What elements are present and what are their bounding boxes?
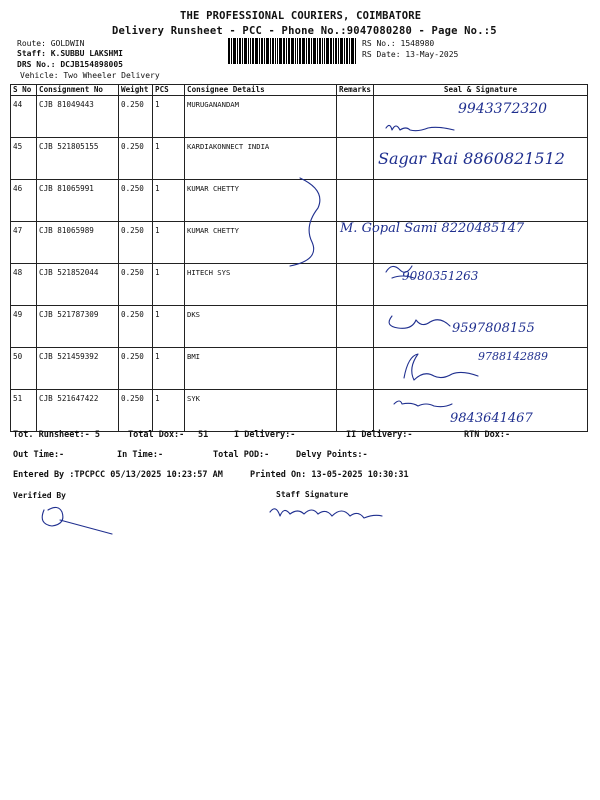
cell-seal xyxy=(374,390,588,432)
cell-seal xyxy=(374,96,588,138)
cell-consignment: CJB 521459392 xyxy=(37,348,119,390)
cell-consignment: CJB 521852044 xyxy=(37,264,119,306)
cell-pcs: 1 xyxy=(153,306,185,348)
cell-pcs: 1 xyxy=(153,96,185,138)
cell-seal xyxy=(374,348,588,390)
cell-seal xyxy=(374,222,588,264)
cell-consignee: DKS xyxy=(185,306,337,348)
cell-weight: 0.250 xyxy=(119,96,153,138)
col-header-remarks: Remarks xyxy=(337,85,374,96)
cell-consignee: MURUGANANDAM xyxy=(185,96,337,138)
route-label: Route: GOLDWIN xyxy=(17,39,85,48)
col-header-pcs: PCS xyxy=(153,85,185,96)
col-header-consignee: Consignee Details xyxy=(185,85,337,96)
i-delivery-label: I Delivery:- xyxy=(234,430,296,440)
cell-consignment: CJB 521787309 xyxy=(37,306,119,348)
vehicle-label: Vehicle: Two Wheeler Delivery xyxy=(20,71,160,80)
cell-weight: 0.250 xyxy=(119,222,153,264)
cell-sno: 49 xyxy=(11,306,37,348)
cell-sno: 50 xyxy=(11,348,37,390)
drs-number: DRS No.: DCJB154898005 xyxy=(17,60,123,69)
rtn-dox-label: RTN Dox:- xyxy=(464,430,511,440)
cell-seal xyxy=(374,306,588,348)
table-row xyxy=(11,390,588,432)
runsheet-table xyxy=(10,84,588,432)
cell-consignment: CJB 81065989 xyxy=(37,222,119,264)
table-row xyxy=(11,348,588,390)
cell-remarks xyxy=(337,306,374,348)
cell-consignee: SYK xyxy=(185,390,337,432)
cell-weight: 0.250 xyxy=(119,390,153,432)
cell-remarks xyxy=(337,180,374,222)
cell-seal xyxy=(374,138,588,180)
tot-runsheet: Tot. Runsheet:- 5 xyxy=(13,430,100,440)
barcode-image xyxy=(228,38,356,64)
delvy-points-label: Delvy Points:- xyxy=(296,450,368,460)
cell-consignment: CJB 81049443 xyxy=(37,96,119,138)
total-dox-value: 51 xyxy=(198,430,209,440)
rs-number: RS No.: 1548980 xyxy=(362,39,435,48)
handwritten-phone-48: 9080351263 xyxy=(402,269,479,283)
cell-consignee: KUMAR CHETTY xyxy=(185,222,337,264)
col-header-seal: Seal & Signature xyxy=(374,85,588,96)
cell-consignee: BMI xyxy=(185,348,337,390)
cell-sno: 47 xyxy=(11,222,37,264)
cell-sno: 45 xyxy=(11,138,37,180)
cell-consignment: CJB 521647422 xyxy=(37,390,119,432)
cell-consignee: KARDIAKONNECT INDIA xyxy=(185,138,337,180)
cell-pcs: 1 xyxy=(153,348,185,390)
company-title: THE PROFESSIONAL COURIERS, COIMBATORE xyxy=(180,10,422,22)
total-dox-label: Total Dox:- xyxy=(128,430,185,440)
cell-pcs: 1 xyxy=(153,138,185,180)
cell-weight: 0.250 xyxy=(119,180,153,222)
table-header-row xyxy=(11,85,588,96)
ii-delivery-label: II Delivery:- xyxy=(346,430,413,440)
cell-remarks xyxy=(337,222,374,264)
cell-weight: 0.250 xyxy=(119,138,153,180)
in-time-label: In Time:- xyxy=(117,450,164,460)
verified-by-label: Verified By xyxy=(13,491,66,500)
cell-sno: 44 xyxy=(11,96,37,138)
cell-remarks xyxy=(337,96,374,138)
cell-consignee: HITECH SYS xyxy=(185,264,337,306)
table-row xyxy=(11,180,588,222)
cell-pcs: 1 xyxy=(153,390,185,432)
cell-consignment: CJB 81065991 xyxy=(37,180,119,222)
col-header-weight: Weight xyxy=(119,85,153,96)
table-row xyxy=(11,138,588,180)
cell-consignee: KUMAR CHETTY xyxy=(185,180,337,222)
handwritten-name-45: Sagar Rai 8860821512 xyxy=(378,149,565,168)
staff-signature-label: Staff Signature xyxy=(276,490,349,499)
cell-sno: 51 xyxy=(11,390,37,432)
cell-weight: 0.250 xyxy=(119,306,153,348)
col-header-consignment: Consignment No xyxy=(37,85,119,96)
handwritten-name-47: M. Gopal Sami 8220485147 xyxy=(340,221,525,236)
verified-signature xyxy=(42,507,112,534)
table-row xyxy=(11,96,588,138)
printed-on: Printed On: 13-05-2025 10:30:31 xyxy=(250,470,409,480)
cell-pcs: 1 xyxy=(153,180,185,222)
cell-remarks xyxy=(337,390,374,432)
cell-sno: 48 xyxy=(11,264,37,306)
cell-pcs: 1 xyxy=(153,222,185,264)
out-time-label: Out Time:- xyxy=(13,450,65,460)
cell-remarks xyxy=(337,264,374,306)
cell-sno: 46 xyxy=(11,180,37,222)
cell-weight: 0.250 xyxy=(119,264,153,306)
table-row xyxy=(11,264,588,306)
cell-pcs: 1 xyxy=(153,264,185,306)
handwritten-phone-50: 9788142889 xyxy=(478,350,548,363)
cell-consignment: CJB 521805155 xyxy=(37,138,119,180)
cell-weight: 0.250 xyxy=(119,348,153,390)
total-pod-label: Total POD:- xyxy=(213,450,270,460)
runsheet-subtitle: Delivery Runsheet - PCC - Phone No.:9047080280 - Page No.:5 xyxy=(112,25,497,37)
cell-seal xyxy=(374,264,588,306)
handwritten-phone-51: 9843641467 xyxy=(450,411,533,426)
cell-seal xyxy=(374,180,588,222)
rs-date: RS Date: 13-May-2025 xyxy=(362,50,459,59)
table-row xyxy=(11,306,588,348)
cell-remarks xyxy=(337,348,374,390)
handwritten-phone-49: 9597808155 xyxy=(452,321,535,336)
staff-label: Staff: K.SUBBU LAKSHMI xyxy=(17,49,123,58)
cell-remarks xyxy=(337,138,374,180)
col-header-sno: S No xyxy=(11,85,37,96)
table-row xyxy=(11,222,588,264)
entered-by: Entered By :TPCPCC 05/13/2025 10:23:57 AM xyxy=(13,470,223,480)
staff-signature-ink xyxy=(270,509,382,518)
handwritten-phone-44: 9943372320 xyxy=(458,101,548,117)
